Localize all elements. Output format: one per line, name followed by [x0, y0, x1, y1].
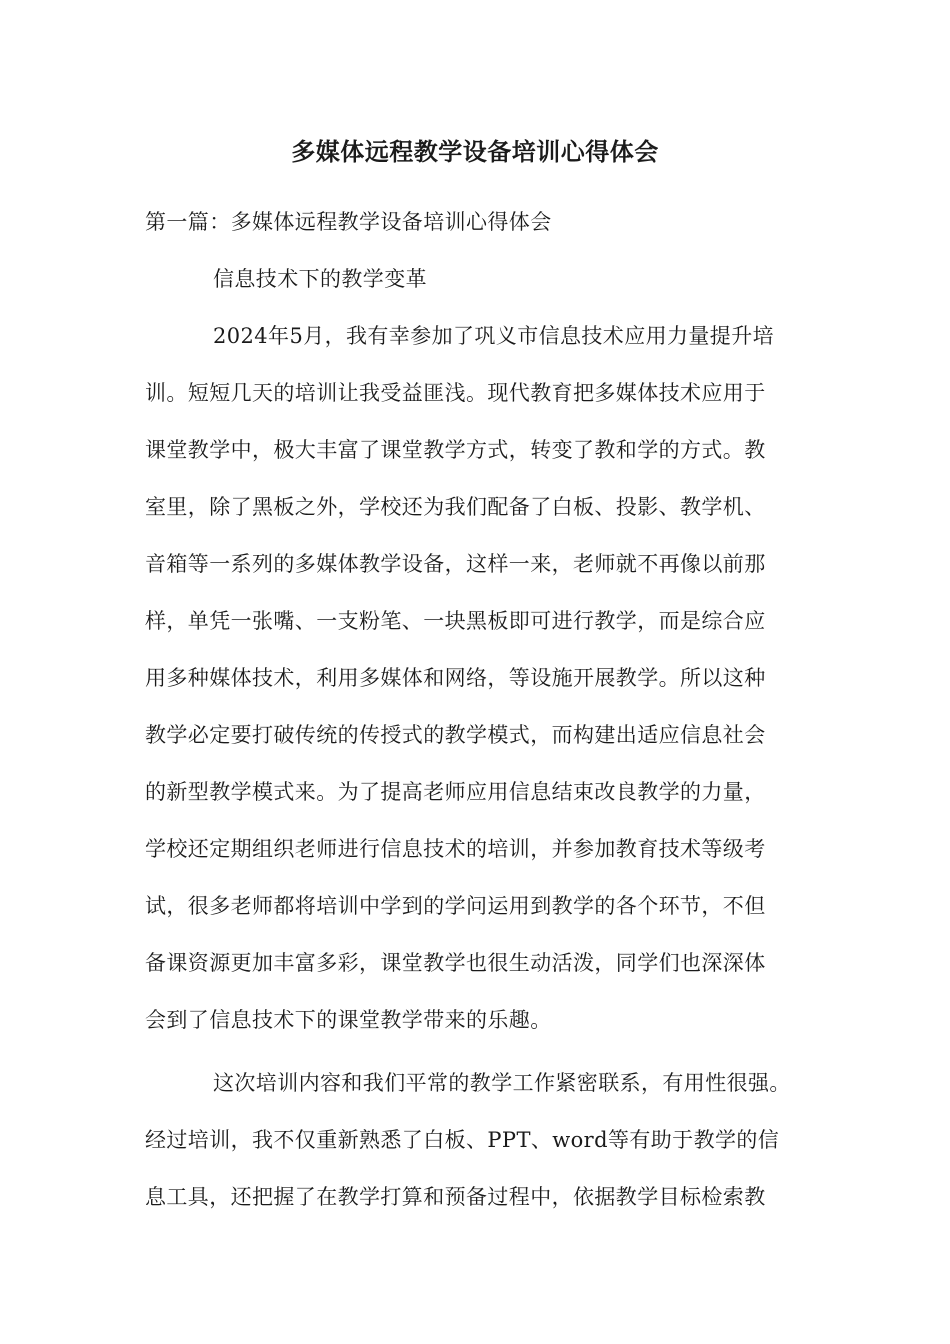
paragraph-heading: 信息技术下的教学变革 [213, 267, 427, 291]
paragraph-line: 课堂教学中，极大丰富了课堂教学方式，转变了教和学的方式。教 [145, 438, 766, 462]
paragraph-line: 音箱等一系列的多媒体教学设备，这样一来，老师就不再像以前那 [145, 552, 766, 576]
paragraph-line: 用多种媒体技术，利用多媒体和网络，等设施开展教学。所以这种 [145, 666, 766, 690]
section-heading: 第一篇：多媒体远程教学设备培训心得体会 [145, 210, 552, 234]
paragraph-line: 样，单凭一张嘴、一支粉笔、一块黑板即可进行教学，而是综合应 [145, 609, 766, 633]
paragraph-line: 备课资源更加丰富多彩，课堂教学也很生动活泼，同学们也深深体 [145, 951, 766, 975]
paragraph-line: 学校还定期组织老师进行信息技术的培训，并参加教育技术等级考 [145, 837, 766, 861]
paragraph-line: 会到了信息技术下的课堂教学带来的乐趣。 [145, 1008, 552, 1032]
paragraph-line: 训。短短几天的培训让我受益匪浅。现代教育把多媒体技术应用于 [145, 381, 766, 405]
paragraph-line: 经过培训，我不仅重新熟悉了白板、PPT、word等有助于教学的信 [145, 1128, 780, 1152]
paragraph-line: 教学必定要打破传统的传授式的教学模式，而构建出适应信息社会 [145, 723, 766, 747]
paragraph-line: 2024年5月，我有幸参加了巩义市信息技术应用力量提升培 [213, 324, 775, 348]
paragraph-line: 这次培训内容和我们平常的教学工作紧密联系，有用性很强。 [213, 1071, 791, 1095]
paragraph-line: 息工具，还把握了在教学打算和预备过程中，依据教学目标检索教 [145, 1185, 766, 1209]
paragraph-line: 的新型教学模式来。为了提高老师应用信息结束改良教学的力量， [145, 780, 766, 804]
paragraph-line: 室里，除了黑板之外，学校还为我们配备了白板、投影、教学机、 [145, 495, 766, 519]
document-title: 多媒体远程教学设备培训心得体会 [291, 137, 659, 166]
paragraph-line: 试，很多老师都将培训中学到的学问运用到教学的各个环节，不但 [145, 894, 766, 918]
